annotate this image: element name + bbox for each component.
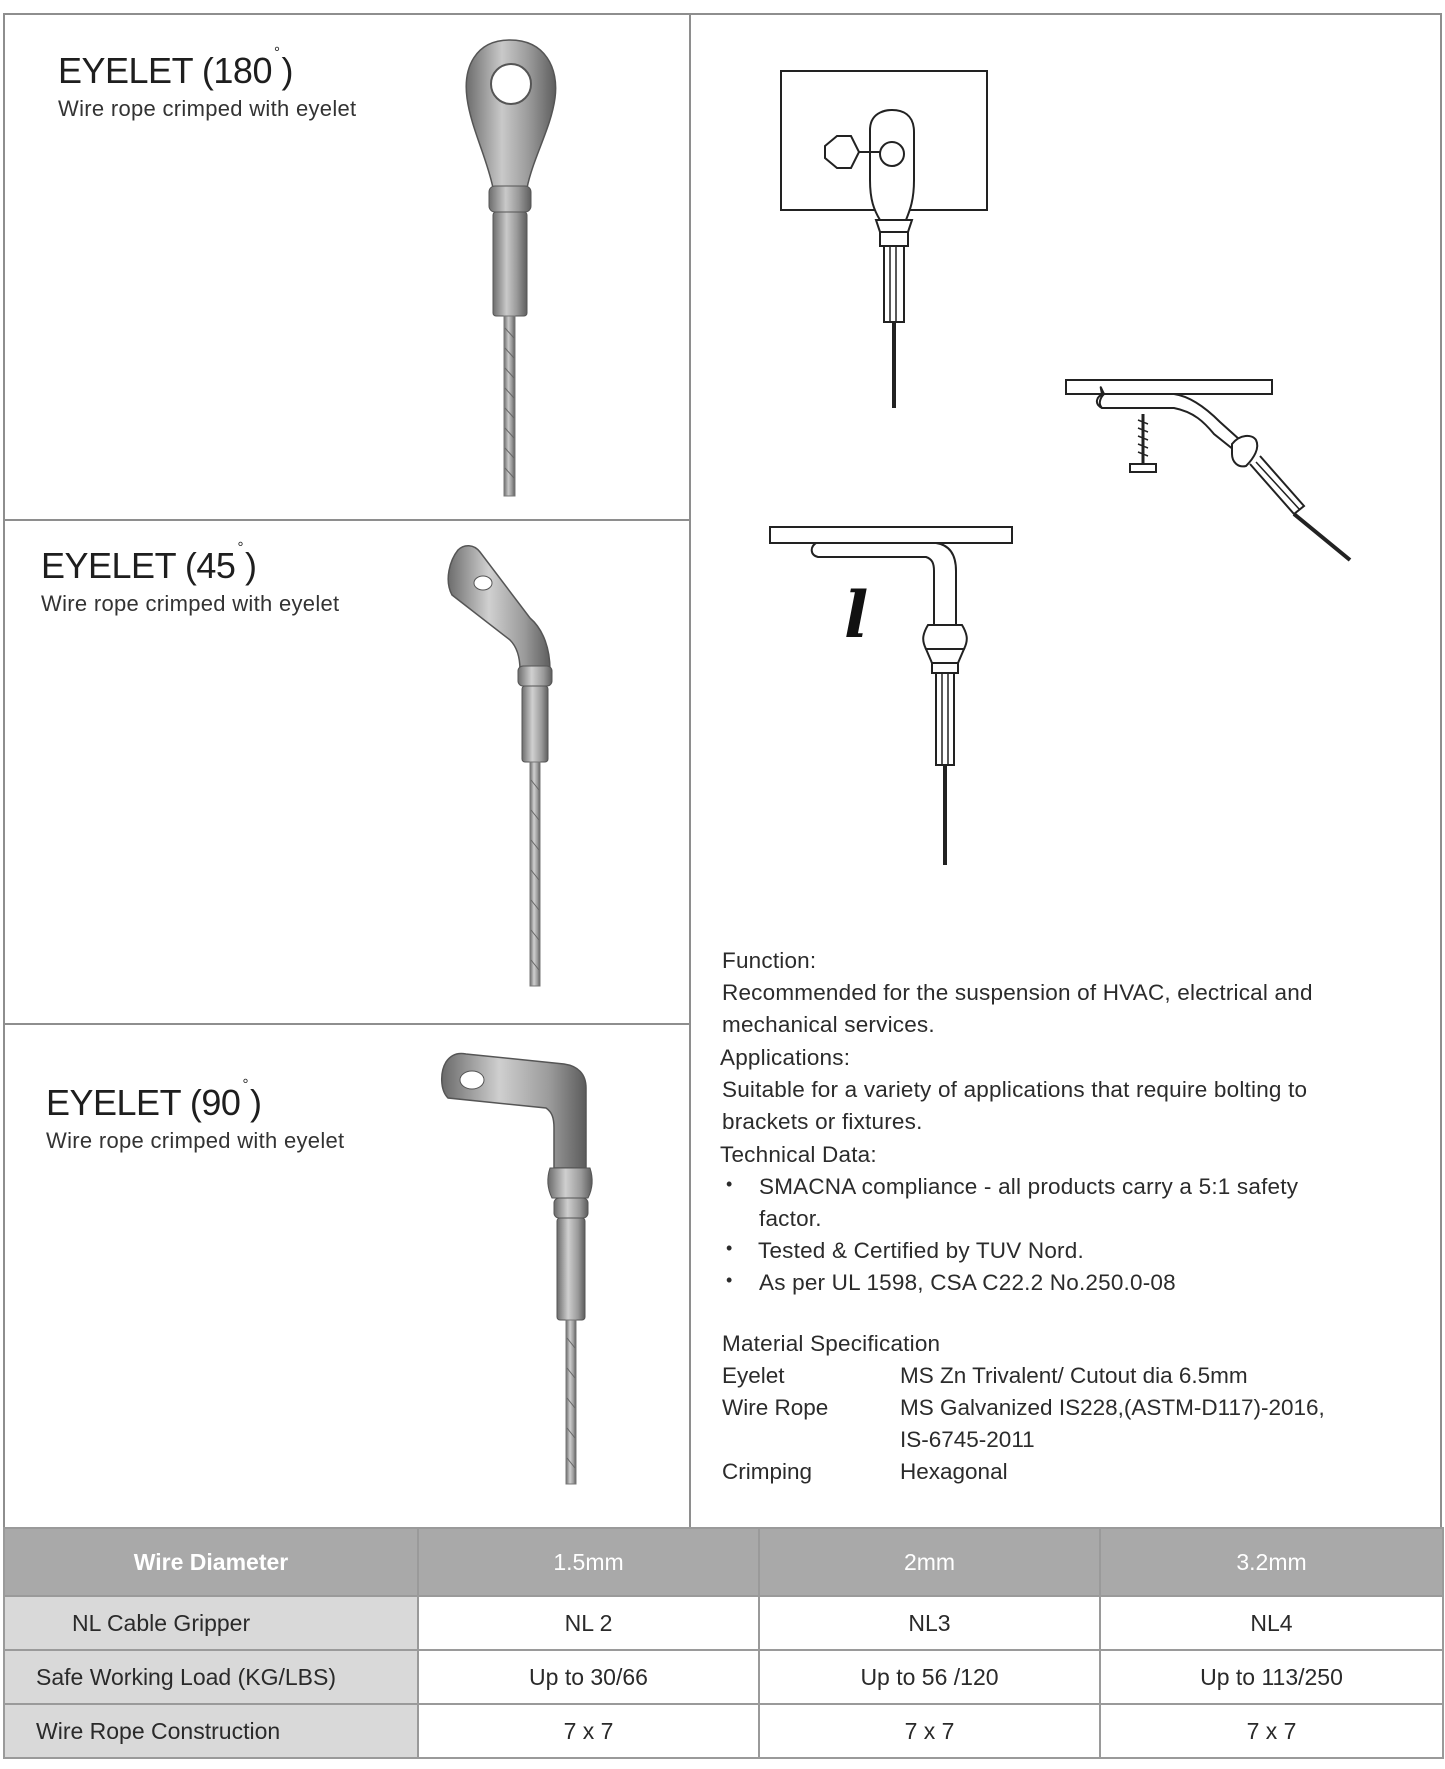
table-cell: NL3 bbox=[759, 1596, 1100, 1650]
material-heading: Material Specification bbox=[722, 1331, 941, 1356]
table-cell: 7 x 7 bbox=[759, 1704, 1100, 1758]
wall-mount-diagram bbox=[780, 70, 990, 412]
bullet-icon: • bbox=[726, 1270, 733, 1290]
table-cell: Up to 56 /120 bbox=[759, 1650, 1100, 1704]
panel-title-eyelet-180: EYELET (180 °) bbox=[58, 44, 293, 91]
table-cell: NL 2 bbox=[418, 1596, 759, 1650]
material-label-crimping: Crimping bbox=[722, 1459, 813, 1484]
table-header-cell: Wire Diameter bbox=[4, 1528, 418, 1596]
table-row-label: Wire Rope Construction bbox=[4, 1704, 418, 1758]
technical-bullet-1: SMACNA compliance - all products carry a 5:1 safety bbox=[759, 1174, 1299, 1199]
applications-heading: Applications: bbox=[720, 1045, 851, 1070]
panel-subtitle-eyelet-90: Wire rope crimped with eyelet bbox=[46, 1128, 345, 1153]
table-cell: 7 x 7 bbox=[1100, 1704, 1443, 1758]
material-value-crimping: Hexagonal bbox=[900, 1459, 1008, 1484]
svg-text:l: l bbox=[844, 578, 869, 653]
applications-text-2: brackets or fixtures. bbox=[722, 1109, 923, 1134]
material-value-eyelet: MS Zn Trivalent/ Cutout dia 6.5mm bbox=[900, 1363, 1248, 1388]
document-frame bbox=[3, 13, 1442, 1530]
function-heading: Function: bbox=[722, 948, 817, 973]
table-row bbox=[4, 1704, 1443, 1758]
eyelet-45-photo bbox=[440, 540, 590, 990]
panel-subtitle-eyelet-45: Wire rope crimped with eyelet bbox=[41, 591, 340, 616]
table-cell: NL4 bbox=[1100, 1596, 1443, 1650]
table-row-label: NL Cable Gripper bbox=[4, 1596, 418, 1650]
bullet-icon: • bbox=[726, 1238, 733, 1258]
table-cell: Up to 30/66 bbox=[418, 1650, 759, 1704]
function-text-2: mechanical services. bbox=[722, 1012, 935, 1037]
technical-heading: Technical Data: bbox=[720, 1142, 877, 1167]
table-header-cell: 2mm bbox=[759, 1528, 1100, 1596]
ceiling-screw-diagram bbox=[1064, 378, 1364, 563]
technical-bullet-1-cont: factor. bbox=[759, 1206, 822, 1231]
eyelet-180-photo bbox=[455, 38, 565, 500]
spec-table bbox=[3, 1527, 1444, 1759]
eyelet-90-photo bbox=[436, 1048, 606, 1488]
technical-bullet-2: Tested & Certified by TUV Nord. bbox=[758, 1238, 1084, 1263]
table-header-row bbox=[4, 1528, 1443, 1596]
bullet-icon: • bbox=[726, 1174, 733, 1194]
technical-bullet-3: As per UL 1598, CSA C22.2 No.250.0-08 bbox=[759, 1270, 1176, 1295]
ceiling-bracket-diagram bbox=[766, 525, 1016, 870]
material-label-eyelet: Eyelet bbox=[722, 1363, 785, 1388]
panel-divider-1 bbox=[3, 519, 689, 521]
panel-subtitle-eyelet-180: Wire rope crimped with eyelet bbox=[58, 96, 357, 121]
table-row-label: Safe Working Load (KG/LBS) bbox=[4, 1650, 418, 1704]
panel-title-eyelet-90: EYELET (90 °) bbox=[46, 1076, 262, 1123]
table-row bbox=[4, 1596, 1443, 1650]
table-row bbox=[4, 1650, 1443, 1704]
material-value-wire-rope-2: IS-6745-2011 bbox=[900, 1427, 1035, 1452]
table-header-cell: 1.5mm bbox=[418, 1528, 759, 1596]
column-divider bbox=[689, 13, 691, 1530]
material-label-wire-rope: Wire Rope bbox=[722, 1395, 829, 1420]
table-cell: 7 x 7 bbox=[418, 1704, 759, 1758]
panel-divider-2 bbox=[3, 1023, 689, 1025]
material-value-wire-rope: MS Galvanized IS228,(ASTM-D117)-2016, bbox=[900, 1395, 1325, 1420]
table-cell: Up to 113/250 bbox=[1100, 1650, 1443, 1704]
function-text-1: Recommended for the suspension of HVAC, electrical and bbox=[722, 980, 1313, 1005]
applications-text-1: Suitable for a variety of applications that require bolting to bbox=[722, 1077, 1308, 1102]
panel-title-eyelet-45: EYELET (45 °) bbox=[41, 539, 257, 586]
table-header-cell: 3.2mm bbox=[1100, 1528, 1443, 1596]
